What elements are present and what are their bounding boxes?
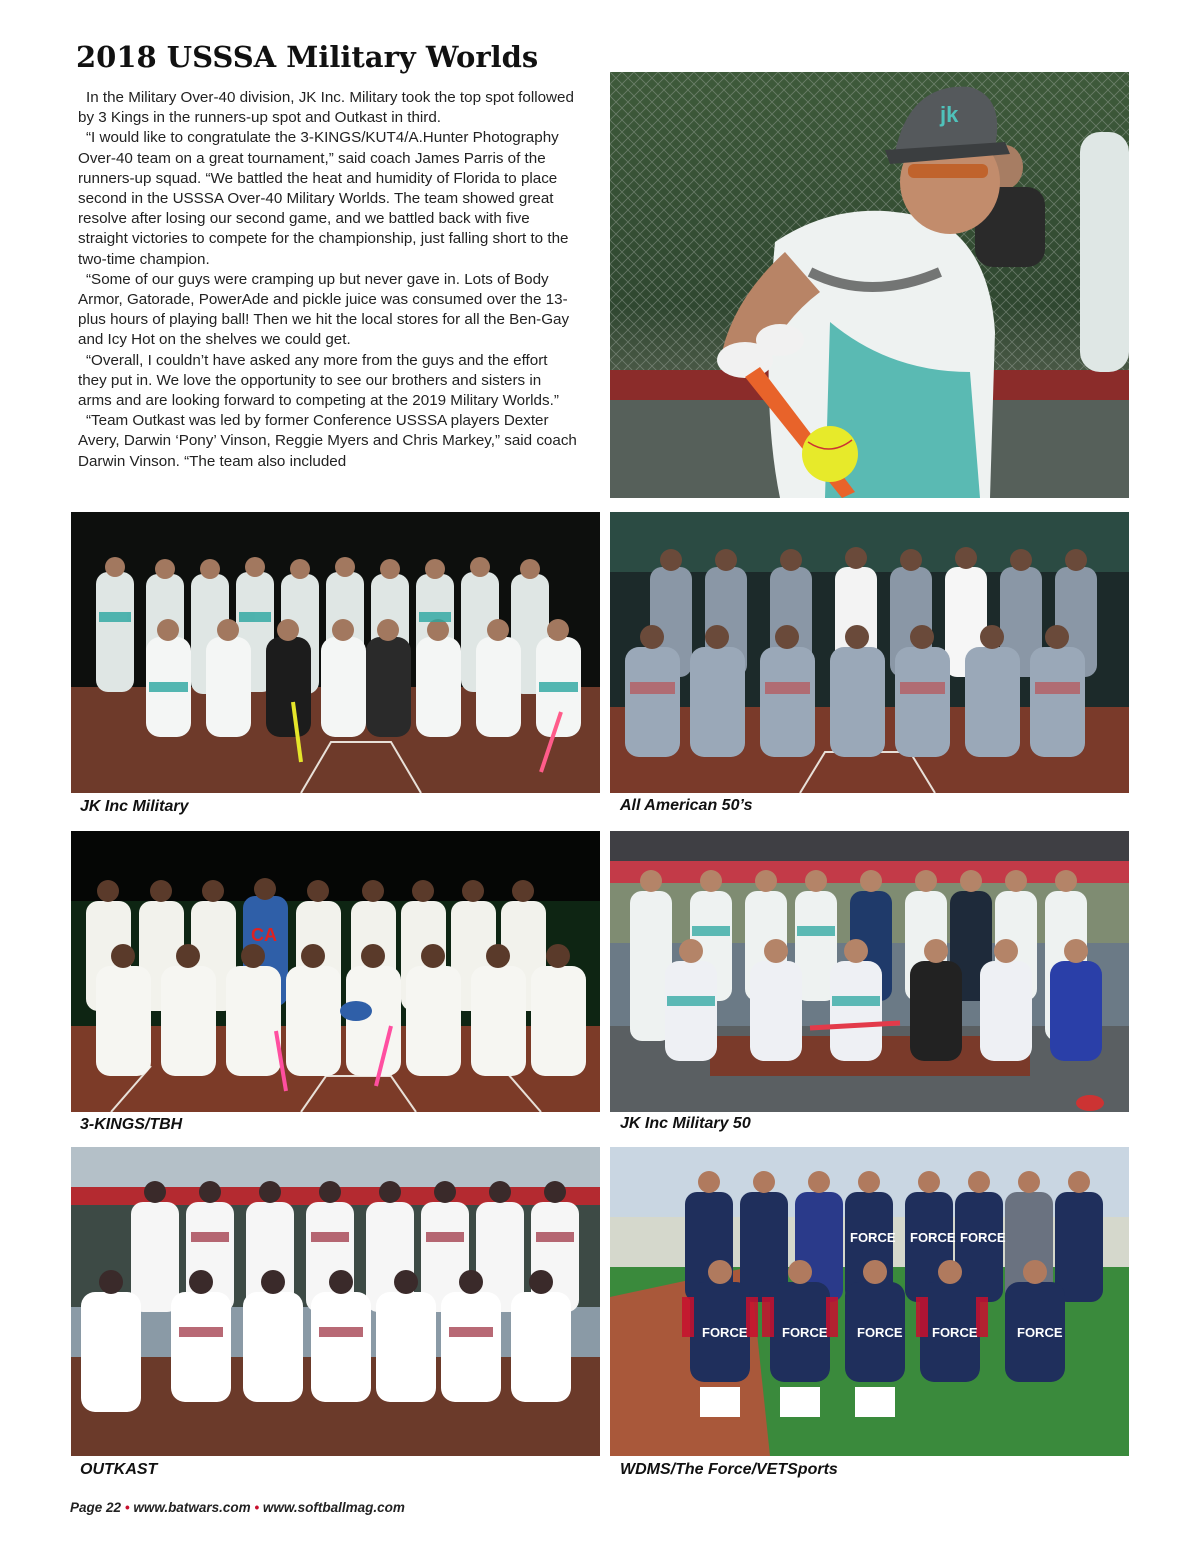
jk-inc-military-photo [71,512,600,793]
article-body [78,88,578,472]
wdms-force-photo [610,1147,1129,1456]
caption-wdms-force: WDMS/The Force/VETSports [620,1461,838,1478]
article-paragraph: “Some of our guys were cramping up but never gave in. Lots of Body Armor, Gatorade, PowerAde and pickle juice was consumed over the 13-plus hours of playing ball! Then we hit the local stores for all the Ben-Gay and Icy Hot on the shelves we could get. [78,270,570,349]
svg-text:FORCE: FORCE [960,1230,1006,1245]
svg-text:FORCE: FORCE [782,1325,828,1340]
svg-text:FORCE: FORCE [702,1325,748,1340]
svg-text:FORCE: FORCE [850,1230,896,1245]
all-american-50s-photo [610,512,1129,793]
footer-separator: • [124,1500,130,1515]
svg-text:FORCE: FORCE [1017,1325,1063,1340]
article-paragraph: “Overall, I couldn’t have asked any more from the guys and the effort they put in. We love the opportunity to see our brothers and sisters in arms and are looking forward to competing at the 2019 Military Worlds.” [78,351,559,410]
outkast-photo [71,1147,600,1456]
page-footer [70,1500,405,1515]
footer-link-softballmag[interactable]: www.softballmag.com [262,1500,405,1515]
article-paragraph: In the Military Over-40 division, JK Inc. Military took the top spot followed by 3 Kings in the runners-up spot and Outkast in third. [78,89,574,127]
caption-outkast: OUTKAST [80,1461,158,1478]
svg-text:FORCE: FORCE [932,1325,978,1340]
jk-inc-military-50-photo [610,831,1129,1112]
svg-text:FORCE: FORCE [857,1325,903,1340]
caption-jk-inc-military: JK Inc Military [80,798,189,815]
three-kings-photo [71,831,600,1112]
article-title: 2018 USSSA Military Worlds [76,40,539,74]
hero-batter-photo [610,72,1129,498]
caption-jk-inc-military-50: JK Inc Military 50 [620,1115,751,1132]
caption-three-kings: 3-KINGS/TBH [80,1116,183,1133]
caption-all-american-50s: All American 50’s [620,797,753,814]
svg-text:FORCE: FORCE [910,1230,956,1245]
article-paragraph: “I would like to congratulate the 3-KINGS/KUT4/A.Hunter Photography Over-40 team on a great tournament,” said coach James Parris of the runners-up squad. “We battled the heat and humidity of Florida to place second in the USSSA Over-40 Military Worlds. The team showed great resolve after losing our second game, and we battled back with five straight victories to compete for the championship, just falling short to the two-time champion. [78,129,569,268]
cap-logo: jk [940,102,959,127]
page-number: Page 22 [70,1500,122,1515]
svg-text:CA: CA [251,925,277,945]
footer-separator: • [254,1500,260,1515]
article-paragraph: “Team Outkast was led by former Conference USSSA players Dexter Avery, Darwin ‘Pony’ Vinson, Reggie Myers and Chris Markey,” said coach Darwin Vinson. “The team also included [78,412,577,470]
footer-link-batwars[interactable]: www.batwars.com [133,1500,251,1515]
